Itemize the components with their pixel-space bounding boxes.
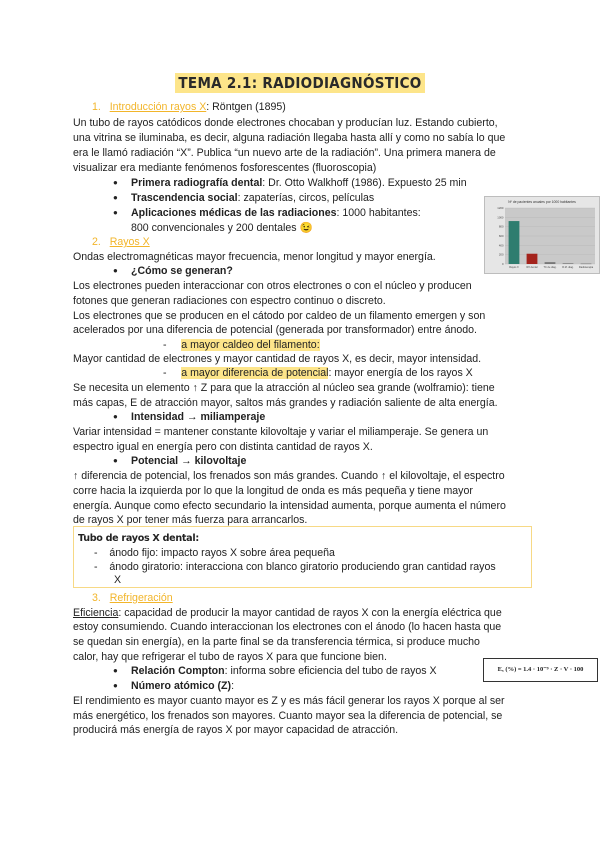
chart-bar <box>581 264 592 265</box>
bullet-item: ● Relación Compton: informa sobre eficiencia del tubo de rayos X <box>131 664 437 679</box>
section-2-heading: 2. Rayos X <box>92 236 150 248</box>
bullet-item: ● Potencial → kilovoltaje <box>131 454 246 469</box>
bullet-item: ● Número atómico (Z): <box>131 679 234 694</box>
paragraph: visualizar era mediante fenómenos fosforescentes (fluoroscopia) <box>73 162 377 174</box>
paragraph: El rendimiento es mayor cuanto mayor es Z y es más fácil generar los rayos X porque al ser <box>73 695 505 707</box>
bullet-item: ● Primera radiografía dental: Dr. Otto Walkhoff (1986). Expuesto 25 min <box>131 176 467 191</box>
chart-y-tick-label: 600 <box>498 234 504 238</box>
paragraph: ↑ diferencia de potencial, los frenados son más grandes. Cuando ↑ el kilovoltaje, el espectro <box>73 470 505 482</box>
bullet-item: ● Intensidad → miliamperaje <box>131 410 265 425</box>
chart-bar <box>545 262 556 264</box>
paragraph: Los electrones pueden interaccionar con otros electrones o con el núcleo y producen <box>73 280 472 292</box>
bullet-item: ● Aplicaciones médicas de las radiaciones: 1000 habitantes: <box>131 206 421 221</box>
dash-item: - a mayor caldeo del filamento: <box>163 339 320 351</box>
paragraph: Mayor cantidad de electrones y mayor cantidad de rayos X, es decir, mayor intensidad. <box>73 353 482 365</box>
chart-y-tick-label: 0 <box>501 262 504 266</box>
paragraph: energía. Aunque como efecto secundario la intensidad aumenta, porque aumenta el número <box>73 500 506 512</box>
paragraph: era le llamó radiación “X”. Publica “un nuevo arte de la radiación”. Una primera manera de <box>73 147 496 159</box>
efficiency-formula: Eₓ (%) = 1.4 · 10⁻⁹ · Z · V · 100 <box>483 658 598 682</box>
chart-y-tick-label: 200 <box>498 252 504 257</box>
paragraph: fotones que generan radiaciones con espectro continuo o discreto. <box>73 295 386 307</box>
paragraph: acelerados por una diferencia de potencial (generada por transformador) entre ánodo. <box>73 324 477 336</box>
page-title: TEMA 2.1: RADIODIAGNÓSTICO <box>0 76 600 93</box>
paragraph: Eficiencia: capacidad de producir la mayor cantidad de rayos X con la energía eléctrica que <box>73 607 502 619</box>
paragraph: producirá más energía de rayos X por mayor capacidad de atracción. <box>73 724 399 736</box>
chart-y-tick-label: 1200 <box>497 206 504 210</box>
chart-bar <box>563 263 574 264</box>
paragraph: Se necesita un elemento ↑ Z para que la atracción al núcleo sea grande (wolframio): tiene <box>73 382 495 394</box>
paragraph: Ondas electromagnéticas mayor frecuencia, menor longitud y mayor energía. <box>73 251 436 263</box>
paragraph: de rayos X por tener más fuerza para arrancarlos. <box>73 514 308 526</box>
chart-x-tick-label: TC de diag. <box>543 266 557 269</box>
info-box <box>73 526 532 588</box>
paragraph: corre hacia la izquierda por lo que la longitud de onda es más pequeña y tiene mayor <box>73 485 473 497</box>
chart-title: Nº de pacientes anuales por 1000 habitantes <box>508 200 576 204</box>
box-title: Tubo de rayos X dental: <box>78 533 199 544</box>
box-item-continuation: X <box>114 574 122 586</box>
bullet-item: ● Trascendencia social: zapaterías, circos, películas <box>131 191 374 206</box>
chart-x-tick-label: RX dental <box>526 266 538 269</box>
paragraph: Un tubo de rayos catódicos donde electrones chocaban y producían luz. Estando cubierto, <box>73 117 498 129</box>
paragraph: una vitrina se iluminaba, es decir, alguna radiación llegaba hasta allí y como no sabía lo que <box>73 132 506 144</box>
chart-x-tick-label: Rayos X <box>509 266 519 269</box>
paragraph: calor, hay que refrigerar el tubo de rayos X para que funcione bien. <box>73 651 387 663</box>
chart-x-tick-label: R.M. diag. <box>562 266 574 269</box>
paragraph: se quedan sin energía), en la parte final se da transferencia térmica, si produce mucho <box>73 636 480 648</box>
chart-x-tick-label: Radioterapia <box>578 266 594 269</box>
chart-y-tick-label: 800 <box>498 224 504 229</box>
box-item: - ánodo fijo: impacto rayos X sobre área pequeña <box>94 547 335 559</box>
dash-item: - a mayor diferencia de potencial: mayor energía de los rayos X <box>163 367 473 379</box>
paragraph: espectro igual en energía pero con distinta cantidad de rayos X. <box>73 441 373 453</box>
chart-y-tick-label: 400 <box>498 243 504 248</box>
bullet-item: ● ¿Cómo se generan? <box>131 264 233 279</box>
bullet-continuation: 800 convencionales y 200 dentales 😉 <box>131 222 313 234</box>
paragraph: más energético, los frenados son mayores. Cuanto mayor sea la diferencia de potencial, se <box>73 710 503 722</box>
paragraph: Variar intensidad = mantener constante kilovoltaje y variar el miliamperaje. Se genera un <box>73 426 489 438</box>
box-item: - ánodo giratorio: interacciona con blanco giratorio produciendo gran cantidad rayos <box>94 561 496 573</box>
paragraph: estoy consumiendo. Cuando interaccionan los electrones con el ánodo (lo hacen hasta que <box>73 621 502 633</box>
chart-y-tick-label: 1000 <box>497 215 504 220</box>
paragraph: más capas, E de atracción mayor, saltos más grandes y radiación saliente de alta energía. <box>73 397 498 409</box>
section-3-heading: 3. Refrigeración <box>92 592 173 604</box>
section-1-heading: 1. Introducción rayos X: Röntgen (1895) <box>92 101 286 113</box>
paragraph: Los electrones que se producen en el cátodo por caldeo de un filamento emergen y son <box>73 310 486 322</box>
